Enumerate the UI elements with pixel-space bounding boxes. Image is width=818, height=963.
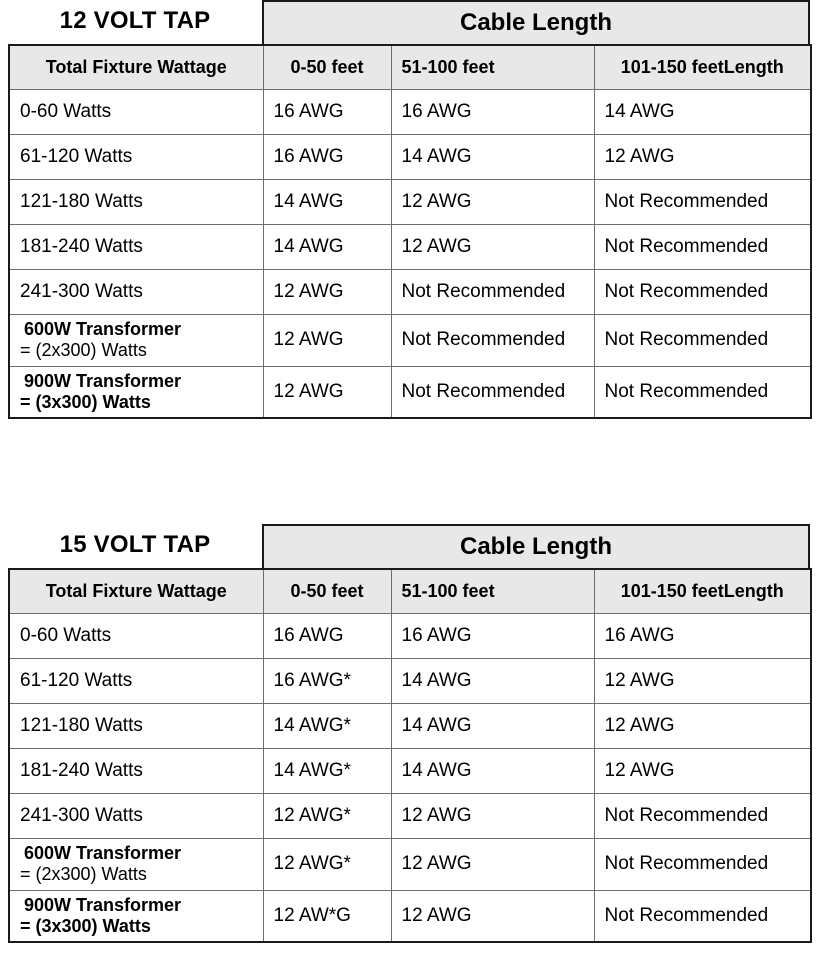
- table-row: [9, 703, 811, 748]
- column-header-wattage-15v: Total Fixture Wattage: [9, 569, 263, 613]
- cell-gauge-101-150: Not Recommended: [594, 890, 811, 942]
- cell-gauge-101-150: Not Recommended: [594, 838, 811, 890]
- cell-wattage: 181-240 Watts: [9, 224, 263, 269]
- transformer-sublabel: = (3x300) Watts: [20, 915, 151, 936]
- table-row: [9, 793, 811, 838]
- cell-gauge-101-150: Not Recommended: [594, 366, 811, 418]
- cell-wattage: 61-120 Watts: [9, 134, 263, 179]
- table-row: [9, 838, 811, 890]
- table-header-row-15v: [9, 569, 811, 613]
- table-row: [9, 224, 811, 269]
- cell-gauge-0-50: 12 AWG*: [263, 838, 391, 890]
- transformer-label: 900W Transformer: [24, 370, 182, 391]
- cell-gauge-101-150: Not Recommended: [594, 793, 811, 838]
- cable-length-span-header-12v: Cable Length: [262, 0, 810, 44]
- table-row: [9, 134, 811, 179]
- cell-wattage: 0-60 Watts: [9, 613, 263, 658]
- cell-wattage-transformer: [9, 314, 263, 366]
- tap-title-12v: 12 VOLT TAP: [8, 0, 262, 44]
- cell-gauge-51-100: Not Recommended: [391, 366, 594, 418]
- cell-gauge-101-150: 16 AWG: [594, 613, 811, 658]
- column-header-101-150-15v: 101-150 feetLength: [594, 569, 811, 613]
- cell-gauge-0-50: 16 AWG: [263, 89, 391, 134]
- tap-table-block-15v: [8, 524, 810, 943]
- cell-gauge-51-100: Not Recommended: [391, 314, 594, 366]
- table-row: [9, 179, 811, 224]
- cell-gauge-0-50: 16 AWG: [263, 134, 391, 179]
- cell-wattage: 121-180 Watts: [9, 179, 263, 224]
- wire-gauge-table-12v: [8, 44, 812, 419]
- cell-gauge-101-150: 12 AWG: [594, 658, 811, 703]
- table-row: [9, 314, 811, 366]
- cell-gauge-51-100: 14 AWG: [391, 658, 594, 703]
- cell-gauge-0-50: 12 AWG: [263, 269, 391, 314]
- transformer-label: 600W Transformer: [24, 842, 182, 863]
- cell-gauge-101-150: Not Recommended: [594, 179, 811, 224]
- transformer-label: 600W Transformer: [24, 318, 182, 339]
- cell-gauge-101-150: 12 AWG: [594, 703, 811, 748]
- cell-wattage-transformer: [9, 366, 263, 418]
- column-header-101-150-12v: 101-150 feetLength: [594, 45, 811, 89]
- cell-gauge-51-100: 12 AWG: [391, 179, 594, 224]
- cell-gauge-101-150: 12 AWG: [594, 748, 811, 793]
- cell-gauge-0-50: 12 AW*G: [263, 890, 391, 942]
- cell-gauge-0-50: 12 AWG*: [263, 793, 391, 838]
- transformer-sublabel: = (2x300) Watts: [20, 340, 147, 360]
- tap-title-15v: 15 VOLT TAP: [8, 524, 262, 568]
- cell-gauge-0-50: 16 AWG*: [263, 658, 391, 703]
- cell-gauge-51-100: 12 AWG: [391, 890, 594, 942]
- table-top-strip: [8, 0, 810, 44]
- transformer-sublabel: = (2x300) Watts: [20, 864, 147, 884]
- cell-wattage: 121-180 Watts: [9, 703, 263, 748]
- cell-wattage: 181-240 Watts: [9, 748, 263, 793]
- cell-gauge-0-50: 16 AWG: [263, 613, 391, 658]
- table-top-strip: [8, 524, 810, 568]
- cell-gauge-101-150: 12 AWG: [594, 134, 811, 179]
- cell-gauge-0-50: 14 AWG: [263, 224, 391, 269]
- tap-table-block-12v: [8, 0, 810, 419]
- cable-length-span-header-15v: Cable Length: [262, 524, 810, 568]
- cell-wattage: 241-300 Watts: [9, 269, 263, 314]
- table-header-row-12v: [9, 45, 811, 89]
- cell-gauge-51-100: 12 AWG: [391, 224, 594, 269]
- table-row: [9, 658, 811, 703]
- cell-wattage: 61-120 Watts: [9, 658, 263, 703]
- cell-gauge-51-100: 14 AWG: [391, 703, 594, 748]
- cell-gauge-51-100: 16 AWG: [391, 89, 594, 134]
- table-row: [9, 89, 811, 134]
- table-row: [9, 269, 811, 314]
- table-row: [9, 366, 811, 418]
- cell-wattage-transformer: [9, 890, 263, 942]
- column-header-0-50-12v: 0-50 feet: [263, 45, 391, 89]
- cell-gauge-51-100: 12 AWG: [391, 793, 594, 838]
- cell-gauge-0-50: 12 AWG: [263, 314, 391, 366]
- cell-wattage: 241-300 Watts: [9, 793, 263, 838]
- table-row: [9, 748, 811, 793]
- cell-gauge-51-100: 12 AWG: [391, 838, 594, 890]
- cell-gauge-0-50: 14 AWG*: [263, 748, 391, 793]
- cell-gauge-51-100: 14 AWG: [391, 134, 594, 179]
- transformer-sublabel: = (3x300) Watts: [20, 391, 151, 412]
- cell-gauge-0-50: 14 AWG: [263, 179, 391, 224]
- column-header-0-50-15v: 0-50 feet: [263, 569, 391, 613]
- cell-gauge-51-100: 14 AWG: [391, 748, 594, 793]
- column-header-wattage-12v: Total Fixture Wattage: [9, 45, 263, 89]
- cell-gauge-101-150: 14 AWG: [594, 89, 811, 134]
- cell-gauge-101-150: Not Recommended: [594, 269, 811, 314]
- table-body-12v: [9, 89, 811, 418]
- wire-gauge-table-15v: [8, 568, 812, 943]
- column-header-51-100-15v: 51-100 feet: [391, 569, 594, 613]
- cell-gauge-0-50: 12 AWG: [263, 366, 391, 418]
- cell-gauge-51-100: 16 AWG: [391, 613, 594, 658]
- cell-wattage: 0-60 Watts: [9, 89, 263, 134]
- cell-gauge-0-50: 14 AWG*: [263, 703, 391, 748]
- table-row: [9, 613, 811, 658]
- cell-gauge-101-150: Not Recommended: [594, 224, 811, 269]
- column-header-51-100-12v: 51-100 feet: [391, 45, 594, 89]
- cell-gauge-51-100: Not Recommended: [391, 269, 594, 314]
- table-row: [9, 890, 811, 942]
- cell-gauge-101-150: Not Recommended: [594, 314, 811, 366]
- cell-wattage-transformer: [9, 838, 263, 890]
- transformer-label: 900W Transformer: [24, 894, 182, 915]
- table-body-15v: [9, 613, 811, 942]
